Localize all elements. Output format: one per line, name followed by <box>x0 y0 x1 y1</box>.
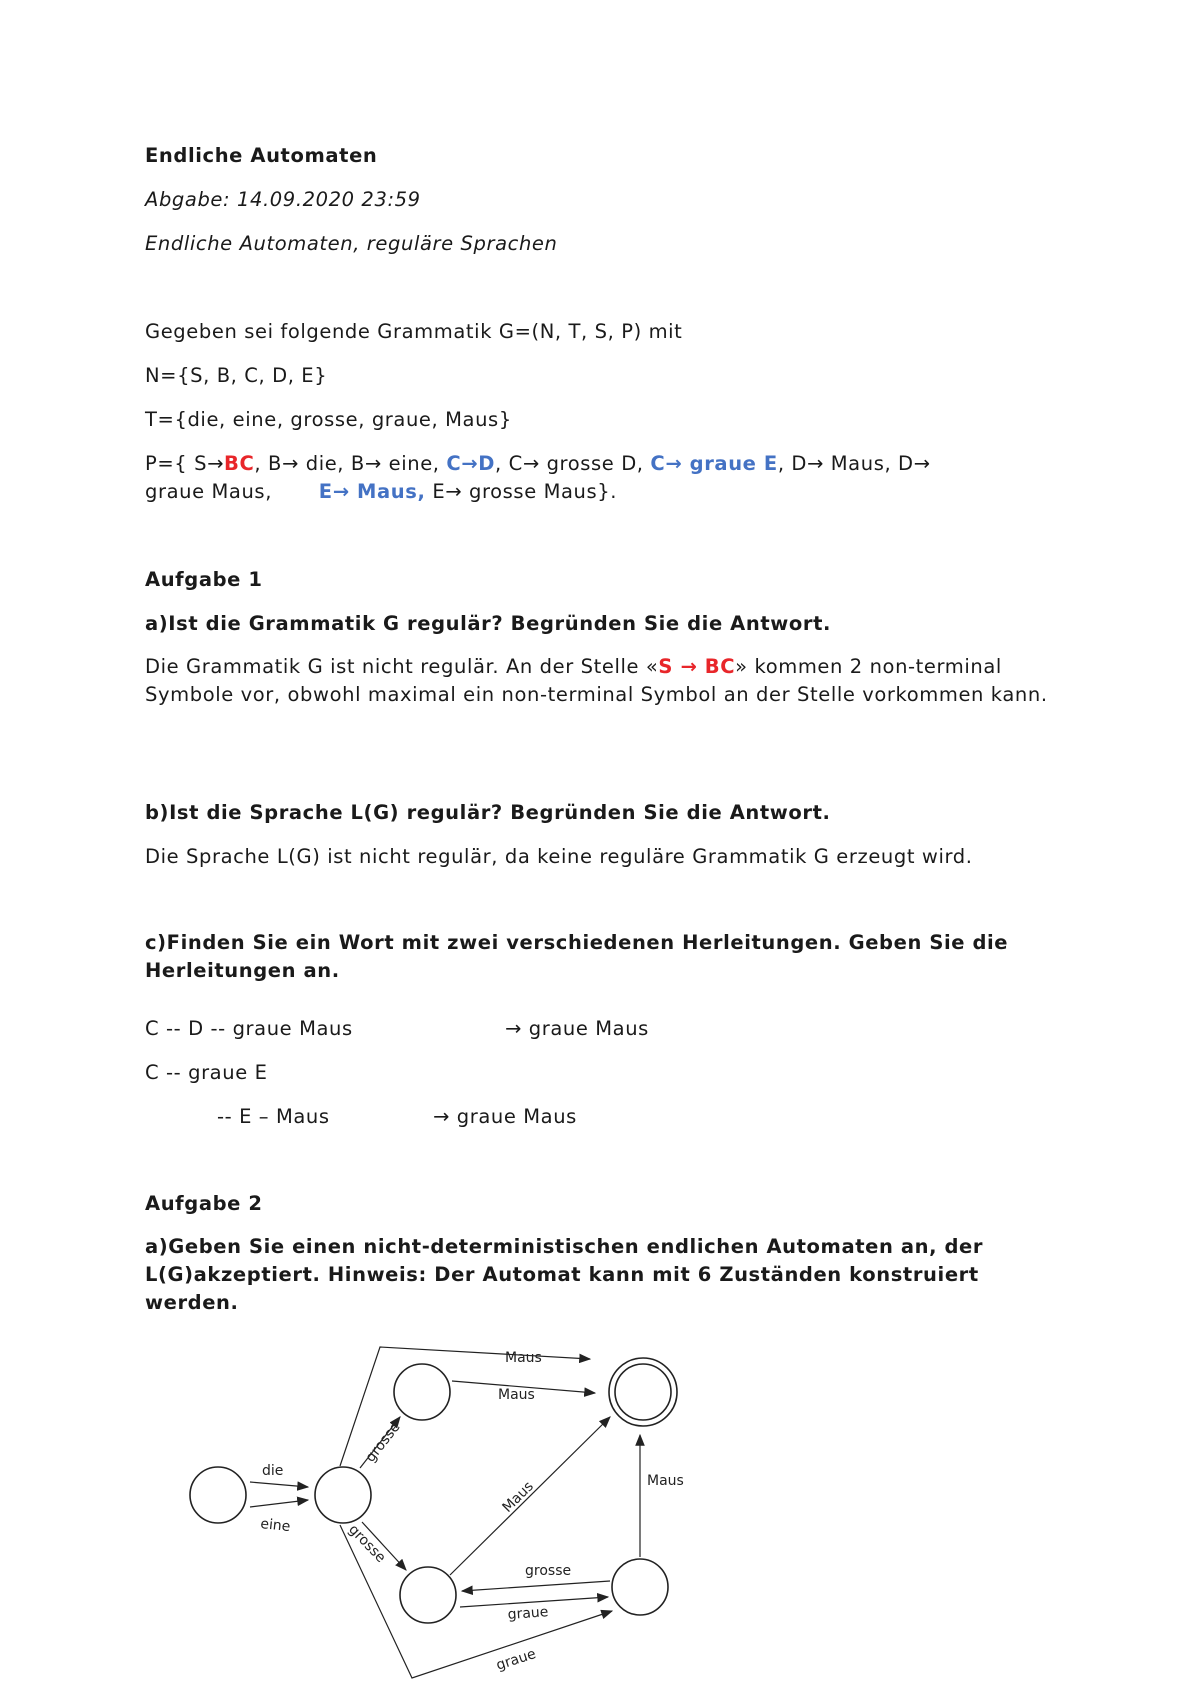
edge-eine <box>250 1500 308 1507</box>
prod-text: , C→ grosse D, <box>495 452 651 475</box>
task1c-question: c)Finden Sie ein Wort mit zwei verschiedenen Herleitungen. Geben Sie die Herleitungen an. <box>145 931 1009 982</box>
grammar-productions-line1 <box>145 450 931 478</box>
grammar-productions-line2 <box>145 478 617 506</box>
prod-highlight-blue: Maus, <box>357 480 426 503</box>
document-subtitle: Endliche Automaten, reguläre Sprachen <box>145 232 558 255</box>
answer-highlight-red: S → BC <box>658 655 736 678</box>
prod-text: E→ grosse Maus}. <box>425 480 618 503</box>
label-grosse-bottom: grosse <box>525 1563 572 1579</box>
label-maus-right: Maus <box>647 1473 684 1489</box>
prod-text: , D→ Maus, D→ <box>777 452 931 475</box>
edge-grosse-bottom <box>462 1581 610 1591</box>
label-grosse-up: grosse <box>362 1419 404 1466</box>
answer-text: Die Grammatik G ist nicht regulär. An der Stelle « <box>145 655 659 678</box>
label-graue-outer: graue <box>494 1646 538 1674</box>
prod-text: graue Maus, <box>145 480 279 503</box>
answer-text: » kommen 2 non-terminal Symbole vor, obwohl maximal ein non-terminal Symbol an der Stelle vorkommen kann. <box>145 655 1048 706</box>
task1a-question: a)Ist die Grammatik G regulär? Begründen Sie die Antwort. <box>145 612 832 635</box>
derivation-1-right: → graue Maus <box>505 1017 649 1040</box>
edge-die <box>250 1482 308 1487</box>
label-grosse-down: grosse <box>345 1521 389 1566</box>
prod-highlight-blue: C→ <box>650 452 690 475</box>
state-top <box>394 1364 450 1420</box>
task2-heading: Aufgabe 2 <box>145 1192 263 1215</box>
label-die: die <box>262 1463 284 1479</box>
grammar-intro: Gegeben sei folgende Grammatik G=(N, T, S, P) mit <box>145 320 683 343</box>
derivation-2-start: C -- graue E <box>145 1061 268 1084</box>
grammar-terminals: T={die, eine, grosse, graue, Maus} <box>145 408 512 431</box>
prod-text: P={ S→ <box>145 452 225 475</box>
task2a-question: a)Geben Sie einen nicht-deterministischen endlichen Automaten an, der L(G)akzeptiert. Hinweis: Der Automat kann mit 6 Zuständen konstruiert werden. <box>145 1235 984 1314</box>
prod-highlight-blue: E→ <box>318 480 358 503</box>
prod-highlight-blue: C→D <box>446 452 496 475</box>
prod-highlight-blue: graue E <box>689 452 778 475</box>
label-graue-bottom: graue <box>507 1604 549 1623</box>
label-maus-mid: Maus <box>498 1387 535 1403</box>
state-final-outer <box>609 1358 677 1426</box>
state-right <box>612 1559 668 1615</box>
label-maus-diag: Maus <box>499 1478 537 1516</box>
task1b-answer: Die Sprache L(G) ist nicht regulär, da keine reguläre Grammatik G erzeugt wird. <box>145 845 973 868</box>
task1b-question: b)Ist die Sprache L(G) regulär? Begründen Sie die Antwort. <box>145 801 831 824</box>
state-final-inner <box>615 1364 671 1420</box>
derivation-1-left: C -- D -- graue Maus <box>145 1017 353 1040</box>
label-maus-top: Maus <box>505 1350 542 1366</box>
prod-highlight-red: BC <box>224 452 255 475</box>
task1a-answer <box>145 653 1075 709</box>
prod-text: , B→ die, B→ eine, <box>254 452 447 475</box>
task1-heading: Aufgabe 1 <box>145 568 263 591</box>
derivation-2-right: → graue Maus <box>433 1105 577 1128</box>
automaton-diagram <box>180 1345 700 1685</box>
state-start <box>190 1467 246 1523</box>
grammar-nonterminals: N={S, B, C, D, E} <box>145 364 328 387</box>
document-title: Endliche Automaten <box>145 144 378 167</box>
state-b <box>315 1467 371 1523</box>
state-bottom <box>400 1567 456 1623</box>
due-date: Abgabe: 14.09.2020 23:59 <box>145 188 421 211</box>
label-eine: eine <box>259 1516 292 1536</box>
derivation-2-left: -- E – Maus <box>217 1105 330 1128</box>
